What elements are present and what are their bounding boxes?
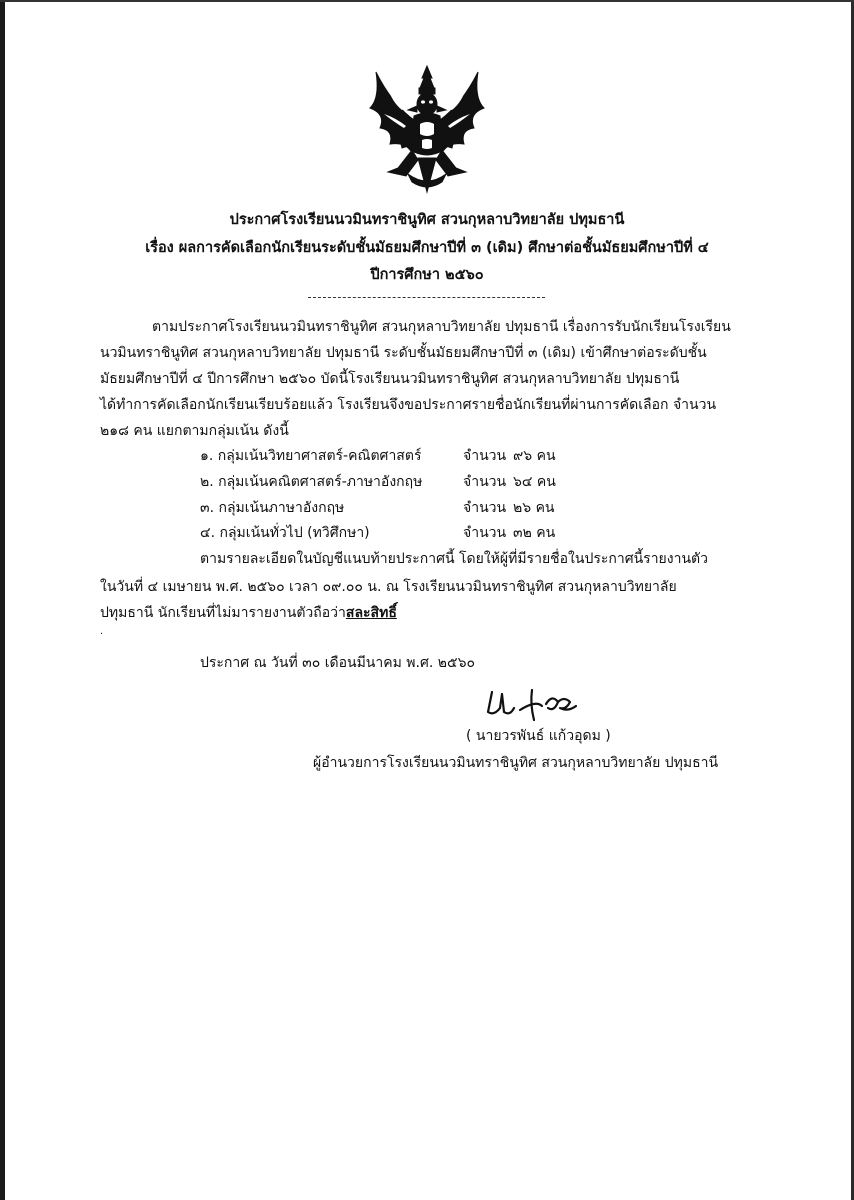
group-name: ๓. กลุ่มเน้นภาษาอังกฤษ (200, 500, 345, 516)
announcement-subject: เรื่อง ผลการคัดเลือกนักเรียนระดับชั้นมัธยมศึกษาปีที่ ๓ (เดิม) ศึกษาต่อชั้นมัธยมศึกษาปีที่ ๔ (145, 240, 709, 256)
body-line-4: ได้ทำการคัดเลือกนักเรียนเรียบร้อยแล้ว โรงเรียนจึงขอประกาศรายชื่อนักเรียนที่ผ่านการคัดเลือก จำนวน (100, 397, 717, 413)
body-line-5: ๒๑๘ คน แยกตามกลุ่มเน้น ดังนี้ (100, 423, 289, 439)
group-count: ๓๒ คน (513, 525, 556, 541)
scan-edge-left (0, 0, 5, 1200)
signer-name: ( นายวรพันธ์ แก้วอุดม ) (466, 728, 611, 744)
body-line-3: มัธยมศึกษาปีที่ ๔ ปีการศึกษา ๒๕๖๐ บัดนี้โรงเรียนนวมินทราชินูทิศ สวนกุหลาบวิทยาลัย ปทุมธานี (100, 371, 680, 387)
group-count-label: จำนวน (463, 448, 507, 464)
group-count-label: จำนวน (463, 474, 507, 490)
group-count-label: จำนวน (463, 525, 507, 541)
body-line-2: นวมินทราชินูทิศ สวนกุหลาบวิทยาลัย ปทุมธานี ระดับชั้นมัธยมศึกษาปีที่ ๓ (เดิม) เข้าศึกษาต่อระดับชั้น (100, 345, 707, 361)
academic-year: ปีการศึกษา ๒๕๖๐ (370, 267, 484, 283)
scan-edge-top (0, 0, 854, 2)
announcement-title: ประกาศโรงเรียนนวมินทราชินูทิศ สวนกุหลาบวิทยาลัย ปทุมธานี (229, 212, 625, 228)
group-count: ๒๖ คน (513, 500, 555, 516)
signer-title: ผู้อำนวยการโรงเรียนนวมินทราชินูทิศ สวนกุหลาบวิทยาลัย ปทุมธานี (313, 755, 719, 771)
forfeit-emphasis: สละสิทธิ์ (345, 605, 397, 621)
details-line-2: ในวันที่ ๔ เมษายน พ.ศ. ๒๕๖๐ เวลา ๐๙.๐๐ น. ณ โรงเรียนนวมินทราชินูทิศ สวนกุหลาบวิทยาลัย (100, 579, 677, 595)
details-line-1: ตามรายละเอียดในบัญชีแนบท้ายประกาศนี้ โดยให้ผู้ที่มีรายชื่อในประกาศนี้รายงานตัว (200, 551, 708, 567)
garuda-emblem-icon (362, 64, 492, 196)
body-line-1: ตามประกาศโรงเรียนนวมินทราชินูทิศ สวนกุหลาบวิทยาลัย ปทุมธานี เรื่องการรับนักเรียนโรงเรียน (152, 319, 731, 335)
group-count: ๙๖ คน (513, 448, 556, 464)
group-count-label: จำนวน (463, 500, 507, 516)
group-name: ๔. กลุ่มเน้นทั่วไป (ทวิศึกษา) (200, 525, 370, 541)
stray-mark: . (100, 626, 104, 637)
handwritten-signature (484, 686, 584, 722)
group-count: ๖๔ คน (513, 474, 556, 490)
details-line-3-text: ปทุมธานี นักเรียนที่ไม่มารายงานตัวถือว่า (100, 605, 346, 621)
announcement-date: ประกาศ ณ วันที่ ๓๐ เดือนมีนาคม พ.ศ. ๒๕๖๐ (200, 655, 475, 671)
divider-line (308, 297, 545, 298)
group-name: ๒. กลุ่มเน้นคณิตศาสตร์-ภาษาอังกฤษ (200, 474, 423, 490)
group-name: ๑. กลุ่มเน้นวิทยาศาสตร์-คณิตศาสตร์ (200, 448, 422, 464)
details-line-3 (100, 602, 397, 624)
